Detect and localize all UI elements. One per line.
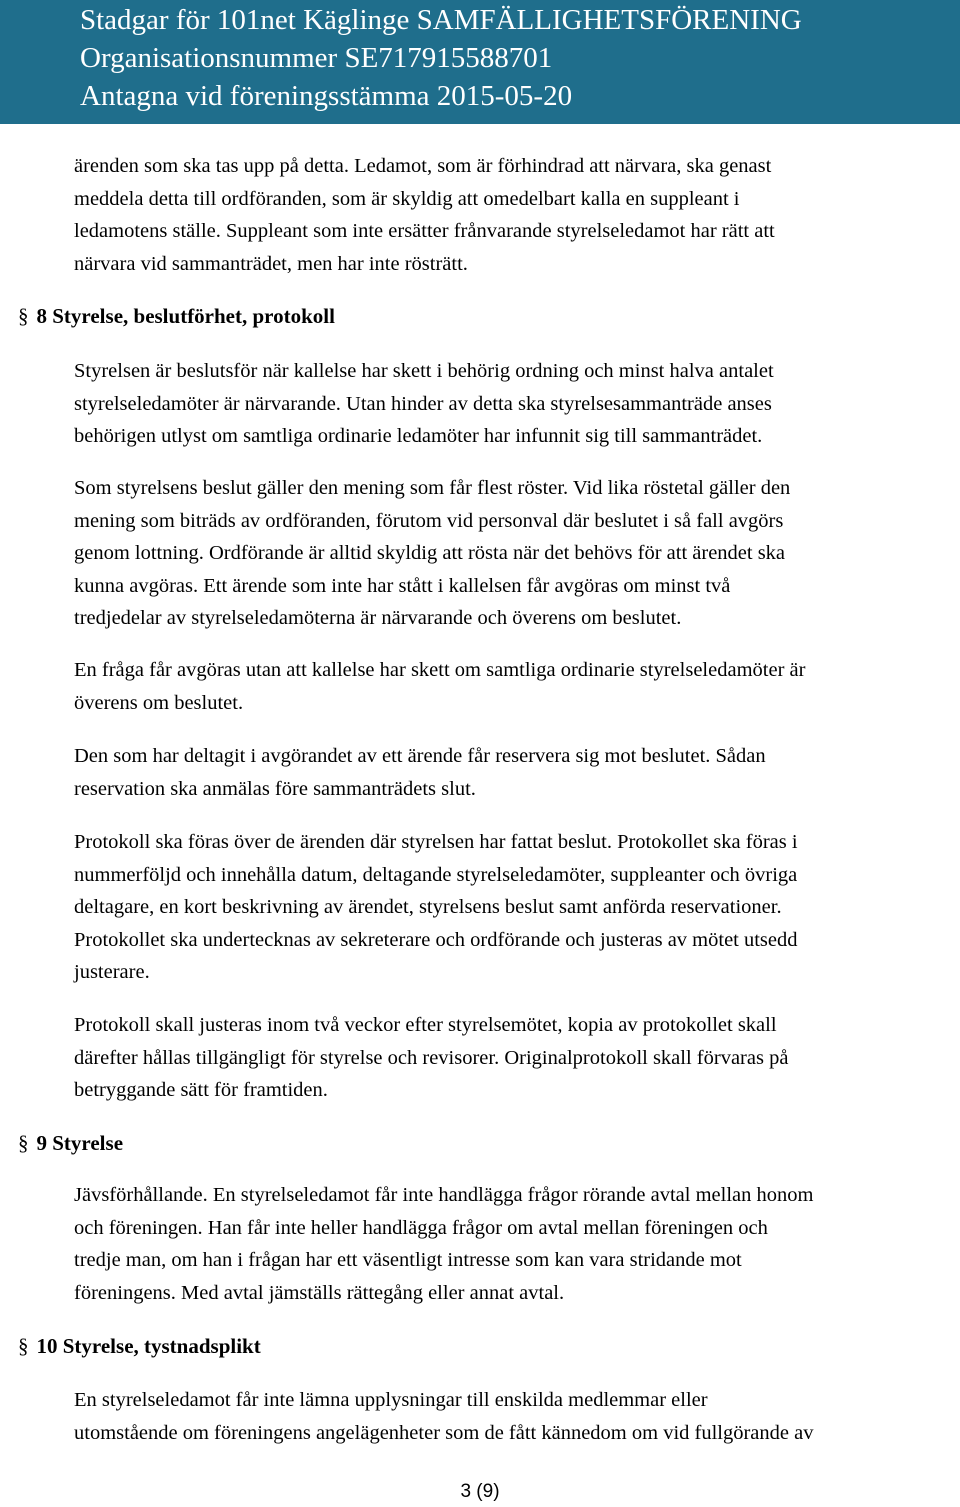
section-9-paragraph-1 [74, 1179, 813, 1309]
section-10-heading [18, 1331, 261, 1361]
section-8-paragraph-3 [74, 654, 805, 719]
text-line: Som styrelsens beslut gäller den mening som får flest röster. Vid lika röstetal gäller den [74, 477, 791, 499]
text-line: betryggande sätt för framtiden. [74, 1079, 328, 1101]
text-line: genom lottning. Ordförande är alltid skyldig att rösta när det behövs för att ärendet ska [74, 542, 786, 564]
header-adopted-date: Antagna vid föreningsstämma 2015-05-20 [80, 80, 573, 112]
section-9-title: 9 Styrelse [36, 1131, 124, 1155]
intro-paragraph [74, 150, 775, 280]
section-sign: § [18, 1334, 29, 1358]
section-8-heading [18, 301, 335, 331]
text-line: och föreningen. Han får inte heller handlägga frågor om avtal mellan föreningen och [74, 1216, 768, 1239]
section-10-title: 10 Styrelse, tystnadsplikt [36, 1334, 261, 1358]
page-number: 3 (9) [460, 1481, 500, 1502]
section-8-paragraph-1 [74, 355, 774, 453]
text-line: mening som biträds av ordföranden, förutom vid personval där beslutet i så fall avgörs [74, 509, 784, 532]
header-title: Stadgar för 101net Käglinge SAMFÄLLIGHETSFÖRENING [80, 4, 802, 36]
section-8-paragraph-4 [74, 740, 766, 805]
section-sign: § [18, 1131, 29, 1155]
text-line: nummerföljd och innehålla datum, deltagande styrelseledamöter, suppleanter och övriga [74, 863, 798, 886]
header-org-number: Organisationsnummer SE717915588701 [80, 42, 553, 74]
text-line: En fråga får avgöras utan att kallelse har skett om samtliga ordinarie styrelseledamöter är [74, 659, 806, 681]
text-line: utomstående om föreningens angelägenheter som de fått kännedom om vid fullgörande av [74, 1421, 814, 1444]
section-10-paragraph-1 [74, 1384, 813, 1449]
text-line: styrelseledamöter är närvarande. Utan hinder av detta ska styrelsesammanträde anses [74, 392, 772, 415]
section-sign: § [18, 304, 29, 328]
section-8-title: 8 Styrelse, beslutförhet, protokoll [36, 304, 335, 328]
text-line: deltagare, en kort beskrivning av ärendet, styrelsens beslut samt anförda reservationer. [74, 896, 782, 918]
text-line: ledamotens ställe. Suppleant som inte ersätter frånvarande styrelseledamot har rätt att [74, 220, 775, 242]
section-8-paragraph-5 [74, 826, 798, 989]
text-line: Protokollet ska undertecknas av sekreterare och ordförande och justeras av mötet utsedd [74, 928, 798, 951]
text-line: kunna avgöras. Ett ärende som inte har stått i kallelsen får avgöras om minst två [74, 574, 731, 597]
text-line: reservation ska anmälas före sammanträdets slut. [74, 777, 476, 800]
document-header [0, 0, 960, 124]
section-9-heading [18, 1128, 123, 1158]
text-line: Jävsförhållande. En styrelseledamot får inte handlägga frågor rörande avtal mellan honom [74, 1184, 814, 1206]
text-line: närvara vid sammanträdet, men har inte rösträtt. [74, 252, 468, 275]
text-line: tredje man, om han i frågan har ett väsentligt intresse som kan vara stridande mot [74, 1249, 742, 1271]
section-8-paragraph-6 [74, 1009, 788, 1107]
text-line: därefter hållas tillgängligt för styrelse och revisorer. Originalprotokoll skall förvaras på [74, 1046, 789, 1069]
text-line: föreningens. Med avtal jämställs rättegång eller annat avtal. [74, 1281, 565, 1304]
text-line: Protokoll ska föras över de ärenden där styrelsen har fattat beslut. Protokollet ska föras i [74, 831, 798, 853]
text-line: justerare. [74, 961, 150, 983]
text-line: behörigen utlyst om samtliga ordinarie ledamöter har infunnit sig till sammanträdet. [74, 425, 763, 447]
text-line: Styrelsen är beslutsför när kallelse har skett i behörig ordning och minst halva antalet [74, 360, 774, 382]
text-line: Protokoll skall justeras inom två veckor efter styrelsemötet, kopia av protokollet skall [74, 1014, 777, 1036]
text-line: överens om beslutet. [74, 691, 244, 714]
text-line: Den som har deltagit i avgörandet av ett ärende får reservera sig mot beslutet. Sådan [74, 745, 766, 767]
text-line: meddela detta till ordföranden, som är skyldig att omedelbart kalla en suppleant i [74, 187, 740, 210]
text-line: tredjedelar av styrelseledamöterna är närvarande och överens om beslutet. [74, 607, 682, 629]
section-8-paragraph-2 [74, 472, 790, 635]
text-line: ärenden som ska tas upp på detta. Ledamot, som är förhindrad att närvara, ska genast [74, 155, 772, 177]
text-line: En styrelseledamot får inte lämna upplysningar till enskilda medlemmar eller [74, 1389, 708, 1411]
